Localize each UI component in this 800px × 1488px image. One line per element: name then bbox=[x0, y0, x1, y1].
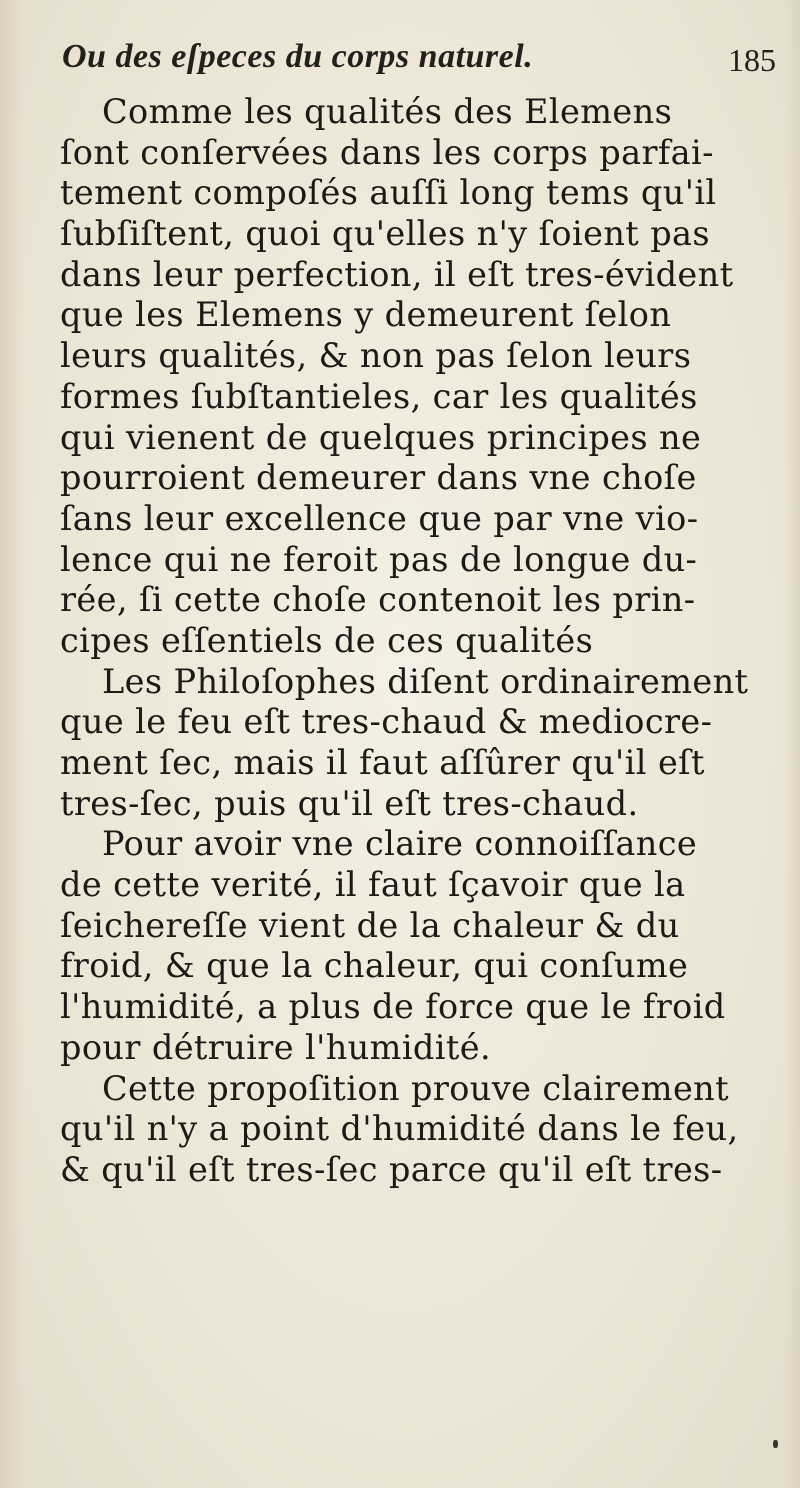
text-line: & qu'il eſt tres-ſec parce qu'il eſt tres- bbox=[60, 1149, 723, 1189]
text-line: dans leur perfection, il eſt tres-évident bbox=[60, 254, 734, 294]
text-line: pour détruire l'humidité. bbox=[60, 1027, 492, 1067]
text-line: lence qui ne feroit pas de longue du- bbox=[60, 539, 698, 579]
page-header bbox=[62, 38, 782, 94]
text-line: leurs qualités, & non pas ſelon leurs bbox=[60, 336, 692, 376]
text-line: qu'il n'y a point d'humidité dans le feu, bbox=[60, 1109, 739, 1149]
text-line: tement compoſés auſſi long tems qu'il bbox=[60, 173, 717, 213]
body-text bbox=[60, 92, 790, 1191]
text-line: formes ſubſtantieles, car les qualités bbox=[60, 376, 698, 416]
text-line: tres-ſec, puis qu'il eſt tres-chaud. bbox=[60, 783, 639, 823]
text-line: froid, & que la chaleur, qui conſume bbox=[60, 946, 689, 986]
text-line: qui vienent de quelques principes ne bbox=[60, 417, 702, 457]
text-line: l'humidité, a plus de force que le froid bbox=[60, 987, 726, 1027]
text-line: ſeichereſſe vient de la chaleur & du bbox=[60, 905, 680, 945]
text-line: Les Philoſophes diſent ordinairement bbox=[102, 661, 749, 701]
text-line: cipes eſſentiels de ces qualités bbox=[60, 620, 594, 660]
ink-speck bbox=[773, 1440, 778, 1448]
running-title: Ou des eſpeces du corps naturel. bbox=[62, 38, 534, 75]
text-line: Pour avoir vne claire connoiſſance bbox=[102, 824, 698, 864]
page-number: 185 bbox=[728, 42, 776, 78]
text-line: de cette verité, il faut ſçavoir que la bbox=[60, 865, 686, 905]
text-line: ſans leur excellence que par vne vio- bbox=[60, 498, 699, 538]
text-line: ſont conſervées dans les corps parfai- bbox=[60, 132, 714, 172]
text-line: Comme les qualités des Elemens bbox=[102, 92, 673, 131]
text-line: que le feu eſt tres-chaud & mediocre- bbox=[60, 702, 713, 742]
text-line: Cette propoſition prouve clairement bbox=[102, 1068, 730, 1108]
text-line: rée, ſi cette choſe contenoit les prin- bbox=[60, 580, 696, 620]
text-line: pourroient demeurer dans vne choſe bbox=[60, 458, 697, 498]
text-line: ſubſiſtent, quoi qu'elles n'y ſoient pas bbox=[60, 214, 711, 254]
text-line: ment ſec, mais il faut aſſûrer qu'il eſt bbox=[60, 743, 705, 782]
text-line: que les Elemens y demeurent ſelon bbox=[60, 295, 672, 335]
